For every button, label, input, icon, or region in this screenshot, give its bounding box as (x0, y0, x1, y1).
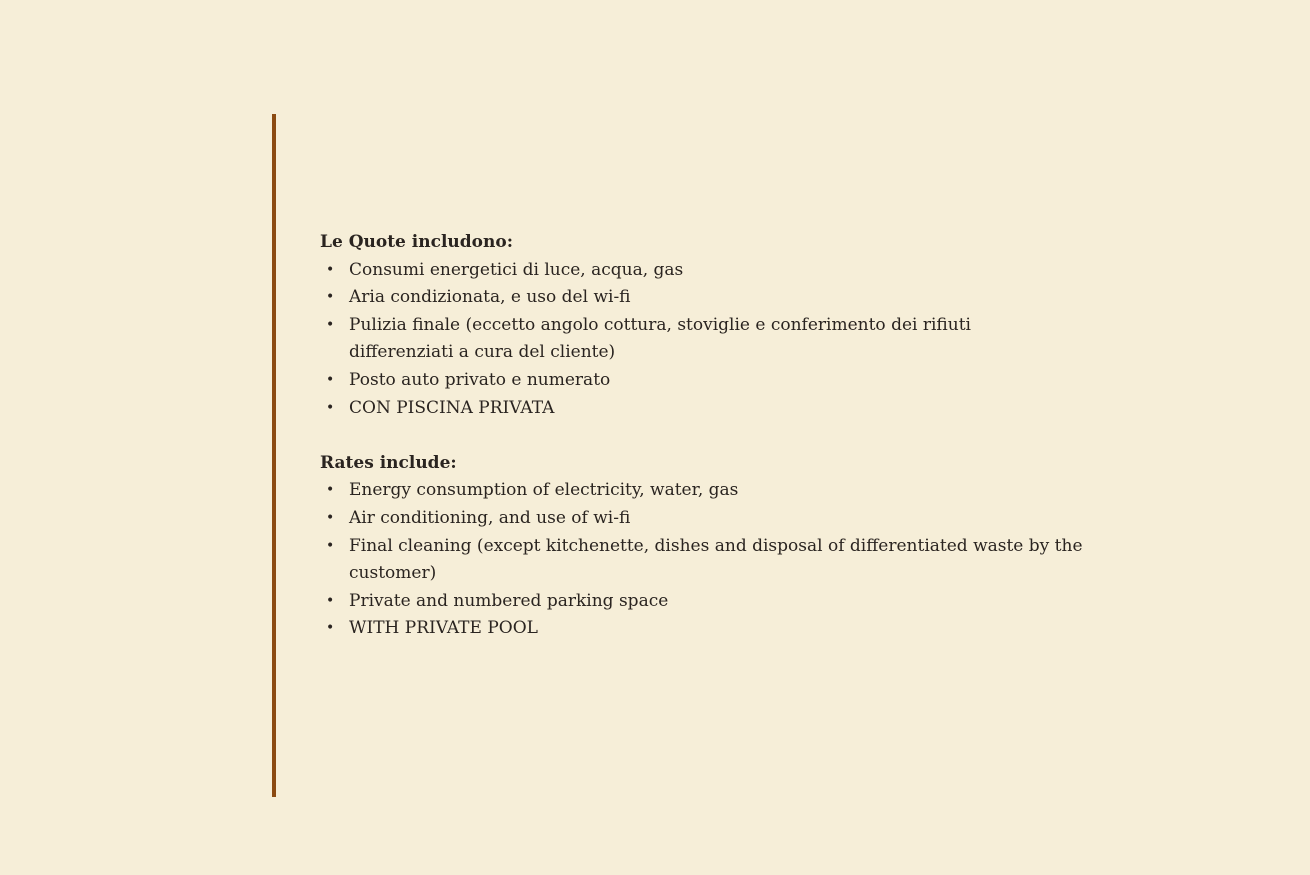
english-inclusions-list (320, 477, 1120, 643)
list-item: • CON PISCINA PRIVATA (320, 395, 1120, 423)
section-heading-italian: Le Quote includono: (320, 232, 513, 252)
accent-bar (272, 114, 276, 797)
list-item: • Consumi energetici di luce, acqua, gas (320, 257, 1120, 285)
italian-inclusions-list (320, 257, 1120, 423)
list-item: • Air conditioning, and use of wi-fi (320, 505, 1120, 533)
list-item: • Aria condizionata, e uso del wi-fi (320, 284, 1120, 312)
list-item: • Energy consumption of electricity, water, gas (320, 477, 1120, 505)
rates-content (320, 229, 1120, 643)
list-item: • Posto auto privato e numerato (320, 367, 1120, 395)
list-item: • WITH PRIVATE POOL (320, 615, 1120, 643)
section-spacer (320, 422, 1120, 450)
list-item: • Pulizia finale (eccetto angolo cottura, stoviglie e conferimento dei rifiuti differenziati a cura del cliente) (320, 312, 1029, 367)
list-item: • Private and numbered parking space (320, 588, 1120, 616)
english-rates-section (320, 450, 1120, 643)
section-heading-english: Rates include: (320, 452, 457, 473)
list-item: • Final cleaning (except kitchenette, dishes and disposal of differentiated waste by the customer) (320, 533, 1109, 588)
italian-rates-section (320, 229, 1120, 422)
